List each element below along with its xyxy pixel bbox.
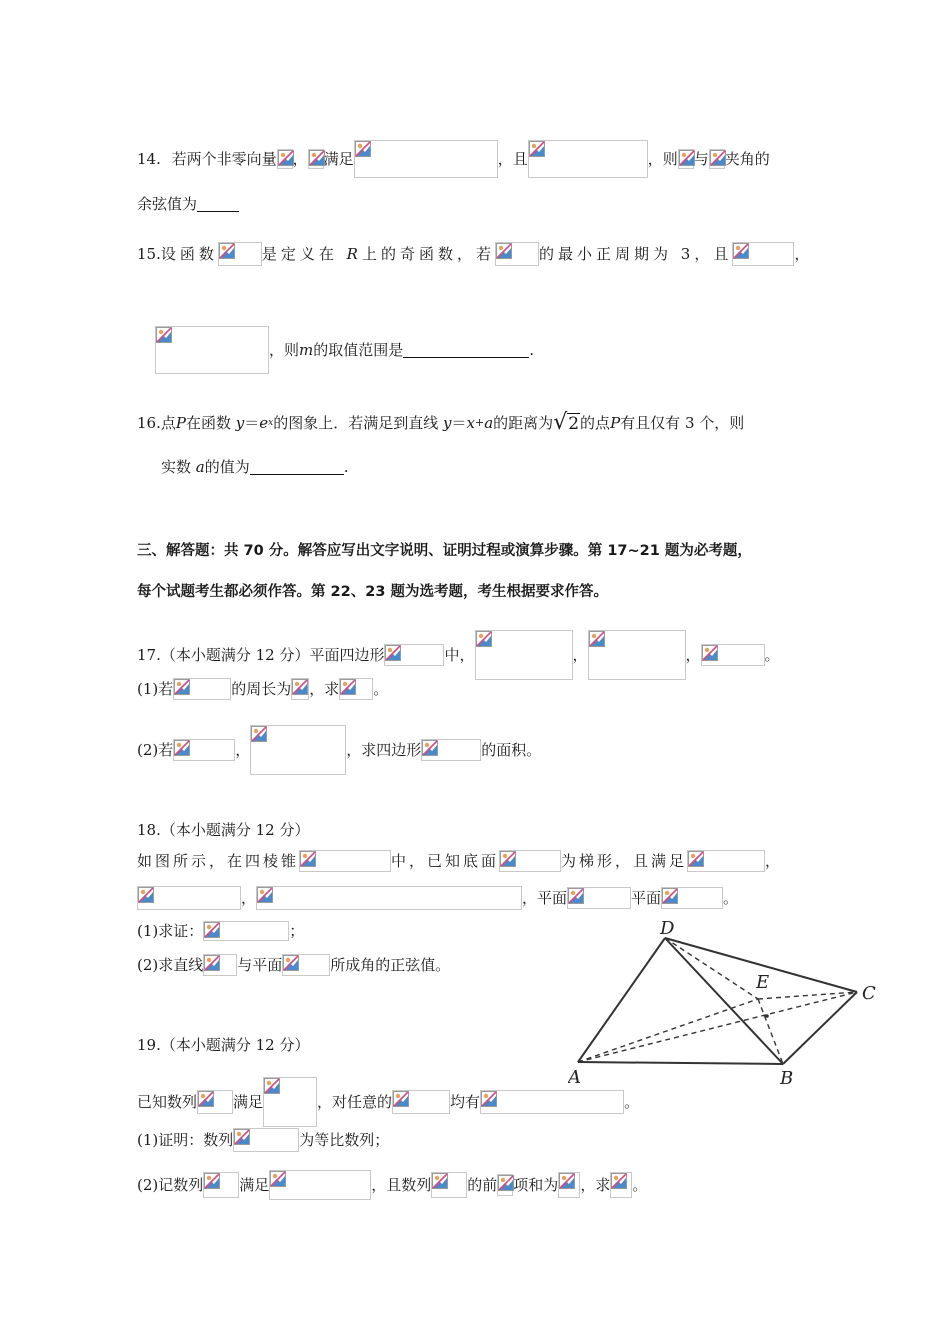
q16-text: P (175, 414, 186, 432)
q18-text: 所成角的正弦值。 (330, 956, 451, 974)
formula-image (256, 886, 522, 910)
formula-image (263, 1077, 317, 1127)
formula-image (701, 644, 765, 666)
q15-text: R (346, 245, 362, 263)
q18-text: ； (289, 922, 305, 940)
answer-blank (403, 343, 529, 358)
edge-DE-dashed (665, 938, 758, 999)
q14-text: 满足 (323, 150, 354, 168)
sqrt-radical: √ (553, 409, 568, 435)
broken-image-icon (568, 888, 584, 904)
q15-text: m (299, 341, 314, 359)
broken-image-icon (234, 1129, 250, 1145)
broken-image-icon (385, 645, 401, 661)
q17-text: ， (572, 646, 588, 664)
q15-line2 (155, 326, 534, 374)
formula-image (610, 1172, 632, 1198)
q19-text: 已知数列 (137, 1093, 198, 1111)
broken-image-icon (257, 887, 273, 903)
formula-image (709, 149, 725, 169)
edge-EB-dashed (758, 999, 783, 1064)
q19-header: 19.（本小题满分 12 分） (137, 1036, 310, 1054)
q15-text: 设函数 (160, 245, 218, 263)
q15-text: 的最小正周期为 (538, 245, 672, 263)
formula-image (499, 850, 561, 872)
broken-image-icon (198, 1091, 214, 1107)
section3-line2: 每个试题考生都必须作答。第 22、23 题为选考题，考生根据要求作答。 (137, 584, 608, 600)
q15-line1 (137, 242, 813, 266)
q14-text: 若两个非零向量 (171, 150, 277, 168)
q18-part2 (137, 954, 450, 976)
section3-line1: 三、解答题：共 70 分。解答应写出文字说明、证明过程或演算步骤。第 17~21 题为必考题， (137, 543, 752, 559)
broken-image-icon (251, 726, 267, 742)
formula-image (339, 678, 373, 700)
formula-image (354, 140, 498, 178)
broken-image-icon (283, 955, 299, 971)
broken-image-icon (204, 1173, 220, 1189)
broken-image-icon (340, 679, 356, 695)
q16-text: y (443, 414, 452, 432)
broken-image-icon (662, 888, 678, 904)
broken-image-icon (264, 1078, 280, 1094)
q18-text: 。 (723, 889, 739, 907)
q16-text: P (610, 414, 621, 432)
q16-text: x (268, 418, 274, 428)
pyramid-figure (568, 918, 888, 1094)
broken-image-icon (733, 243, 749, 259)
formula-image (269, 1170, 371, 1200)
q18-text: (2)求直线 (137, 956, 204, 974)
q19-line1 (137, 1077, 639, 1127)
q17-text: 的周长为 (231, 680, 292, 698)
q16-text: 个，则 (699, 414, 745, 432)
broken-image-icon (611, 1173, 627, 1189)
formula-image (250, 725, 346, 775)
q19-text: 满足 (239, 1176, 270, 1194)
q18-text: 与平面 (237, 956, 283, 974)
edge-AB (578, 1062, 783, 1064)
q19-text: 。 (624, 1093, 640, 1111)
broken-image-icon (219, 243, 235, 259)
q17-part2 (137, 725, 541, 775)
q17-line1 (137, 630, 780, 680)
broken-image-icon (500, 851, 516, 867)
q16-text: a (195, 458, 205, 476)
q18-line2 (137, 886, 738, 910)
q19-text: ，对任意的 (317, 1093, 393, 1111)
label-A: A (568, 1067, 581, 1088)
q16-text: ＝ (451, 414, 467, 432)
formula-image (661, 887, 723, 909)
broken-image-icon (355, 141, 371, 157)
q15-text: 3 (680, 245, 695, 263)
q15-text: ，则 (269, 341, 300, 359)
broken-image-icon (309, 150, 325, 166)
q16-text: 有且仅有 (620, 414, 681, 432)
q16-text: 的距离为 (493, 414, 554, 432)
q18-text: 中，已知底面 (391, 852, 500, 870)
q17-part1 (137, 678, 388, 700)
q16-text: 3 (684, 414, 695, 432)
broken-image-icon (174, 740, 190, 756)
q16-line2 (161, 456, 349, 477)
edge-DB (665, 938, 783, 1064)
broken-image-icon (422, 740, 438, 756)
broken-image-icon (393, 1091, 409, 1107)
q18-text: 平面 (631, 889, 662, 907)
formula-image (233, 1128, 299, 1152)
q19-text: 满足 (233, 1093, 264, 1111)
broken-image-icon (138, 887, 154, 903)
q14-text: ，且 (497, 150, 528, 168)
q16-text: 实数 (161, 458, 192, 476)
formula-image (203, 1172, 239, 1198)
label-E: E (756, 972, 770, 993)
broken-image-icon (278, 150, 294, 166)
q16-text: 的点 (580, 414, 611, 432)
broken-image-icon (292, 679, 308, 695)
q18-text: ， (765, 852, 784, 870)
formula-image (173, 678, 231, 700)
q19-text: 的前 (467, 1176, 498, 1194)
q19-text: ，且数列 (371, 1176, 432, 1194)
formula-image (155, 326, 269, 374)
formula-image (173, 739, 235, 761)
label-C: C (862, 983, 876, 1004)
q17-text: (1)若 (137, 680, 174, 698)
formula-image (475, 630, 573, 680)
formula-image (497, 1174, 513, 1196)
broken-image-icon (529, 141, 545, 157)
formula-image (218, 242, 262, 266)
q16-text: + (475, 416, 485, 429)
broken-image-icon (204, 955, 220, 971)
q14-line2 (137, 193, 239, 214)
q18-text: ，平面 (522, 889, 568, 907)
q16-line1 (137, 409, 745, 435)
q14-text: 余弦值为 (137, 195, 198, 213)
broken-image-icon (432, 1173, 448, 1189)
formula-image (277, 149, 293, 169)
q16-text: ＝ (244, 414, 260, 432)
q17-text: 。 (764, 646, 780, 664)
q18-part1 (137, 920, 304, 941)
broken-image-icon (679, 150, 695, 166)
q15-text: 是定义在 (261, 245, 338, 263)
broken-image-icon (174, 679, 190, 695)
q16-number: 16. (137, 414, 161, 432)
q19-text: ，求 (580, 1176, 611, 1194)
formula-image (308, 149, 324, 169)
q19-part1 (137, 1128, 389, 1152)
q14-text: 与 (693, 150, 709, 168)
formula-image (588, 630, 686, 680)
sqrt-value: 2 (568, 413, 580, 434)
formula-image (137, 886, 241, 910)
q18-header: 18.（本小题满分 12 分） (137, 821, 310, 839)
broken-image-icon (270, 1171, 286, 1187)
q17-text: ，求 (309, 680, 340, 698)
formula-image (431, 1172, 467, 1198)
q19-text: (1)证明：数列 (137, 1131, 234, 1149)
q15-text: ，且 (694, 245, 733, 263)
broken-image-icon (589, 631, 605, 647)
formula-image (567, 887, 631, 909)
q18-text: (1)求证： (137, 922, 204, 940)
q14-text: ， (292, 150, 308, 168)
q14-number: 14. (137, 150, 161, 168)
formula-image (495, 242, 539, 266)
q14-line1 (137, 140, 770, 178)
q18-text: ， (241, 889, 257, 907)
broken-image-icon (156, 327, 172, 343)
formula-image (678, 149, 694, 169)
broken-image-icon (300, 851, 316, 867)
broken-image-icon (204, 922, 220, 938)
q18-text: 如图所示，在四棱锥 (137, 852, 300, 870)
broken-image-icon (476, 631, 492, 647)
q16-text: y (235, 414, 245, 432)
q19-text: 。 (632, 1176, 648, 1194)
q19-text: 均有 (450, 1093, 481, 1111)
edge-AE-dashed (578, 999, 758, 1062)
formula-image (299, 850, 391, 872)
formula-image (384, 644, 444, 666)
q17-text: 中， (444, 646, 475, 664)
formula-image (282, 954, 330, 976)
broken-image-icon (496, 243, 512, 259)
q15-text: ， (794, 245, 814, 263)
label-D: D (660, 918, 675, 939)
q17-text: ， (685, 646, 701, 664)
q16-text: e (259, 414, 269, 432)
answer-blank (197, 197, 239, 212)
sqrt-2 (553, 409, 580, 435)
point-O (765, 1014, 769, 1018)
q17-text: ，求四边形 (346, 741, 422, 759)
formula-image (203, 921, 289, 941)
answer-blank (250, 460, 344, 475)
formula-image (687, 850, 765, 872)
formula-image (421, 739, 481, 761)
formula-image (732, 242, 794, 266)
q19-text: 项和为 (513, 1176, 559, 1194)
q19-part2 (137, 1170, 647, 1200)
q15-text: 的取值范围是 (313, 341, 404, 359)
q15-text: . (529, 341, 535, 359)
formula-image (528, 140, 648, 178)
q14-text: ，则 (647, 150, 678, 168)
formula-image (203, 954, 237, 976)
formula-image (558, 1172, 580, 1198)
q18-text: 为梯形，且满足 (561, 852, 688, 870)
q17-text: 的面积。 (481, 741, 542, 759)
q16-text: 的图象上．若满足到直线 (273, 414, 439, 432)
q15-number: 15. (137, 245, 161, 263)
q17-text: (2)若 (137, 741, 174, 759)
q17-header: 17.（本小题满分 12 分）平面四边形 (137, 646, 385, 664)
q17-text: ， (235, 741, 251, 759)
broken-image-icon (702, 645, 718, 661)
label-B: B (780, 1068, 794, 1089)
q16-text: 在函数 (185, 414, 231, 432)
q16-text: . (343, 458, 349, 476)
broken-image-icon (688, 851, 704, 867)
q14-text: 夹角的 (724, 150, 770, 168)
formula-image (392, 1090, 450, 1114)
broken-image-icon (559, 1173, 575, 1189)
broken-image-icon (498, 1175, 514, 1191)
q16-text: x (466, 414, 475, 432)
formula-image (291, 678, 309, 700)
q19-text: 为等比数列； (299, 1131, 390, 1149)
q16-text: 点 (160, 414, 176, 432)
q16-text: 的值为 (204, 458, 250, 476)
formula-image (197, 1090, 233, 1114)
q15-text: 上的奇函数，若 (361, 245, 495, 263)
q17-text: 。 (373, 680, 389, 698)
broken-image-icon (710, 150, 726, 166)
q18-line1 (137, 850, 783, 872)
broken-image-icon (481, 1091, 497, 1107)
formula-image (480, 1090, 624, 1114)
edge-BC (783, 992, 857, 1064)
q16-text: a (484, 414, 494, 432)
q19-text: (2)记数列 (137, 1176, 204, 1194)
